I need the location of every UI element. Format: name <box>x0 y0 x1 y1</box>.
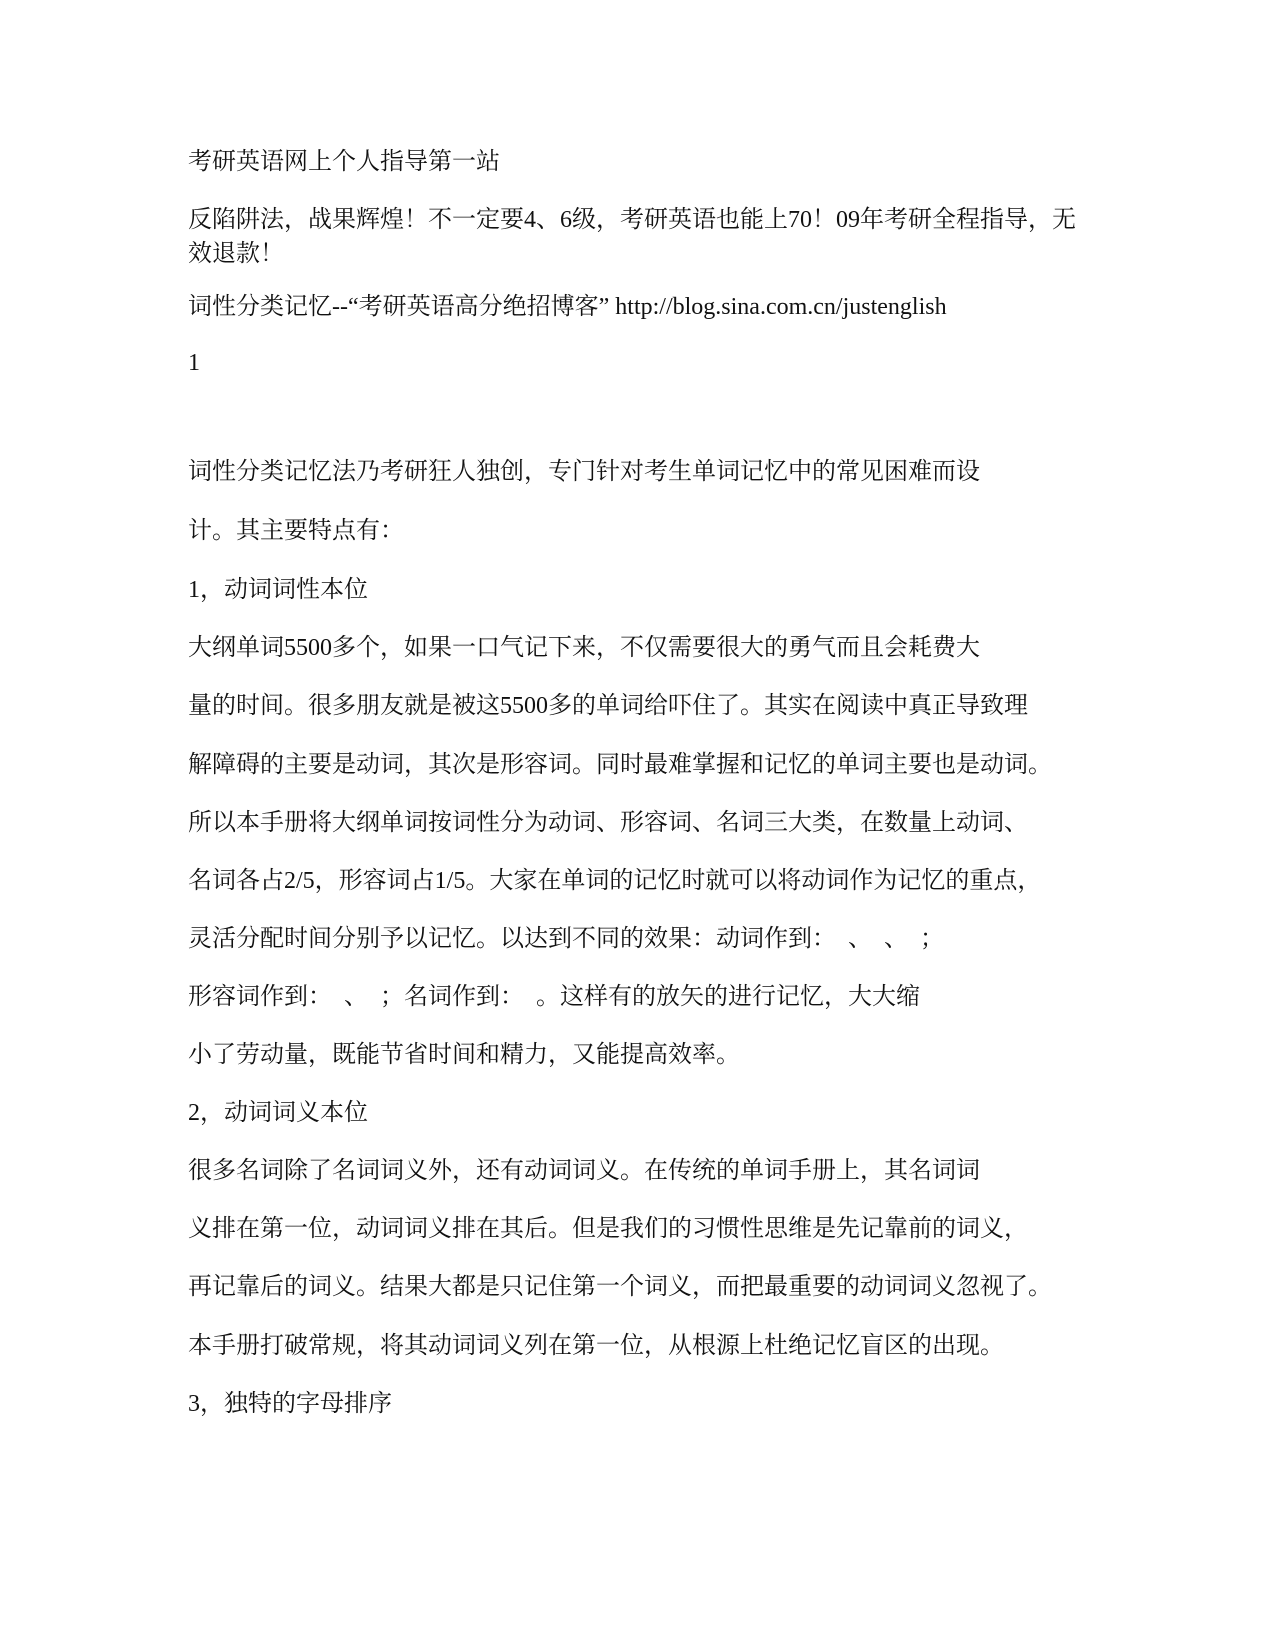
body-line: 本手册打破常规，将其动词词义列在第一位，从根源上杜绝记忆盲区的出现。 <box>188 1333 1004 1359</box>
site-title: 考研英语网上个人指导第一站 <box>188 149 500 175</box>
body-line: 词性分类记忆法乃考研狂人独创，专门针对考生单词记忆中的常见困难而设 <box>188 459 980 485</box>
body-line: 名词各占2/5，形容词占1/5。大家在单词的记忆时就可以将动词作为记忆的重点， <box>188 868 1042 894</box>
blog-line: 词性分类记忆--“考研英语高分绝招博客” http://blog.sina.com.cn/justenglish <box>188 294 947 320</box>
section-heading: 2，动词词义本位 <box>188 1100 368 1126</box>
body-line: 小了劳动量，既能节省时间和精力，又能提高效率。 <box>188 1042 740 1068</box>
body-line: 再记靠后的词义。结果大都是只记住第一个词义，而把最重要的动词词义忽视了。 <box>188 1274 1052 1300</box>
promo-text: 反陷阱法，战果辉煌！不一定要4、6级，考研英语也能上70！09年考研全程指导，无效退款！ <box>188 207 1076 267</box>
body-line: 义排在第一位，动词词义排在其后。但是我们的习惯性思维是先记靠前的词义， <box>188 1216 1028 1242</box>
page-number: 1 <box>188 350 200 376</box>
body-line: 形容词作到： 、 ；名词作到： 。这样有的放矢的进行记忆，大大缩 <box>188 984 920 1010</box>
body-line: 很多名词除了名词词义外，还有动词词义。在传统的单词手册上，其名词词 <box>188 1158 980 1184</box>
section-heading: 1，动词词性本位 <box>188 577 368 603</box>
body-line: 计。其主要特点有： <box>188 518 404 544</box>
body-line: 量的时间。很多朋友就是被这5500多的单词给吓住了。其实在阅读中真正导致理 <box>188 693 1028 719</box>
body-line: 所以本手册将大纲单词按词性分为动词、形容词、名词三大类，在数量上动词、 <box>188 810 1028 836</box>
body-line: 解障碍的主要是动词，其次是形容词。同时最难掌握和记忆的单词主要也是动词。 <box>188 752 1052 778</box>
body-line: 灵活分配时间分别予以记忆。以达到不同的效果：动词作到： 、 、 ； <box>188 926 944 952</box>
body-line: 大纲单词5500多个，如果一口气记下来，不仅需要很大的勇气而且会耗费大 <box>188 635 980 661</box>
section-heading: 3，独特的字母排序 <box>188 1391 392 1417</box>
